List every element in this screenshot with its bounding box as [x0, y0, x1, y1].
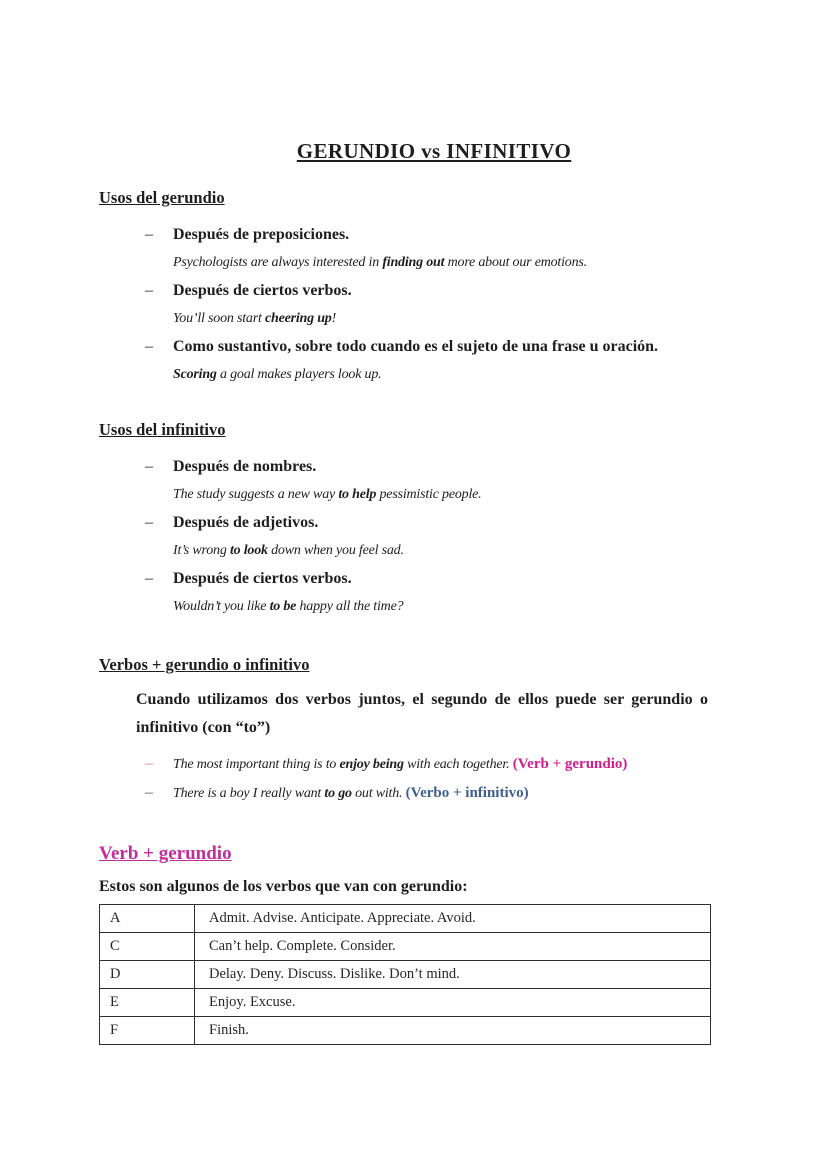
table-row — [100, 1017, 711, 1045]
table-cell-verbs: Enjoy. Excuse. — [195, 989, 711, 1017]
example-emphasis: to go — [324, 786, 352, 801]
gerund-verbs-table — [99, 904, 711, 1045]
bullet-dash: – — [145, 226, 153, 243]
table-cell-verbs: Admit. Advise. Anticipate. Appreciate. Avoid. — [195, 905, 711, 933]
bullet-dash: – — [145, 755, 153, 772]
page-title-text: GERUNDIO vs INFINITIVO — [296, 139, 572, 163]
example-text: out with. — [351, 786, 406, 801]
example-emphasis: to be — [269, 599, 297, 614]
bullet-dash: – — [145, 458, 153, 475]
example-sentence — [173, 779, 529, 808]
example-emphasis: cheering up — [264, 311, 332, 326]
example-text: pessimistic people. — [376, 487, 482, 502]
example-emphasis: enjoy being — [339, 757, 404, 772]
example-text: You’ll soon start — [173, 311, 265, 326]
verb-gerundio-tag: (Verb + gerundio) — [512, 756, 628, 772]
heading-usos-del-gerundio-text: Usos del gerundio — [99, 188, 225, 207]
table-cell-letter: E — [100, 989, 195, 1017]
table-row — [100, 961, 711, 989]
list-item — [99, 453, 769, 481]
example-sentence — [173, 481, 769, 509]
table-cell-letter: F — [100, 1017, 195, 1045]
table-cell-letter: D — [100, 961, 195, 989]
bullet-dash: – — [145, 514, 153, 531]
list-item-label: Después de nombres. — [173, 458, 317, 475]
example-sentence — [173, 361, 769, 389]
table-cell-verbs: Finish. — [195, 1017, 711, 1045]
bullet-dash: – — [145, 570, 153, 587]
list-item — [99, 565, 769, 593]
example-sentence — [173, 249, 769, 277]
example-text: down when you feel sad. — [267, 543, 404, 558]
example-sentence — [173, 305, 769, 333]
table-cell-verbs: Delay. Deny. Discuss. Dislike. Don’t mind. — [195, 961, 711, 989]
heading-usos-del-infinitivo-text: Usos del infinitivo — [99, 420, 226, 439]
list-item-label: Como sustantivo, sobre todo cuando es el sujeto de una frase u oración. — [173, 338, 659, 355]
example-text: There is a boy I really want — [173, 786, 325, 801]
bullet-dash: – — [145, 282, 153, 299]
heading-usos-del-infinitivo — [99, 419, 769, 441]
list-item-label: Después de ciertos verbos. — [173, 282, 352, 299]
page-title — [99, 136, 769, 166]
example-text: The most important thing is to — [173, 757, 340, 772]
example-text: more about our emotions. — [444, 255, 587, 270]
document-content — [0, 136, 828, 1045]
example-text: The study suggests a new way — [173, 487, 339, 502]
bullet-dash: – — [145, 338, 153, 355]
example-sentence — [173, 593, 769, 621]
example-emphasis: Scoring — [173, 367, 217, 382]
table-cell-verbs: Can’t help. Complete. Consider. — [195, 933, 711, 961]
list-item-label: Después de ciertos verbos. — [173, 570, 352, 587]
example-text: ! — [331, 311, 337, 326]
list-item — [99, 750, 769, 779]
table-intro: Estos son algunos de los verbos que van con gerundio: — [99, 878, 468, 895]
heading-verb-gerundio-text: Verb + gerundio — [99, 843, 232, 864]
verbo-infinitivo-tag: (Verbo + infinitivo) — [405, 785, 529, 801]
table-cell-letter: A — [100, 905, 195, 933]
list-item-label: Después de preposiciones. — [173, 226, 350, 243]
heading-verb-gerundio — [99, 842, 769, 866]
table-row — [100, 933, 711, 961]
example-text: with each together. — [403, 757, 513, 772]
mixed-examples-list — [99, 750, 769, 808]
table-row — [100, 989, 711, 1017]
list-item — [99, 221, 769, 249]
heading-verbos-gerundio-o-infinitivo — [99, 654, 769, 676]
table-cell-letter: C — [100, 933, 195, 961]
example-sentence — [173, 750, 627, 779]
example-text: happy all the time? — [296, 599, 404, 614]
heading-verbos-gerundio-o-infinitivo-text: Verbos + gerundio o infinitivo — [99, 655, 310, 674]
list-item — [99, 509, 769, 537]
infinitivo-list — [99, 453, 769, 621]
list-item — [99, 333, 769, 361]
example-text: It’s wrong — [173, 543, 230, 558]
gerundio-list — [99, 221, 769, 389]
example-text: Wouldn’t you like — [173, 599, 270, 614]
example-sentence — [173, 537, 769, 565]
example-emphasis: finding out — [382, 255, 445, 270]
example-text: Psychologists are always interested in — [173, 255, 383, 270]
example-emphasis: to help — [338, 487, 377, 502]
list-item — [99, 277, 769, 305]
bullet-dash: – — [145, 784, 153, 801]
explanation-paragraph: Cuando utilizamos dos verbos juntos, el segundo de ellos puede ser gerundio o infinitivo (con “to”) — [136, 691, 708, 736]
table-row — [100, 905, 711, 933]
list-item-label: Después de adjetivos. — [173, 514, 319, 531]
heading-usos-del-gerundio — [99, 187, 769, 209]
list-item — [99, 779, 769, 808]
example-emphasis: to look — [229, 543, 268, 558]
example-text: a goal makes players look up. — [216, 367, 382, 382]
